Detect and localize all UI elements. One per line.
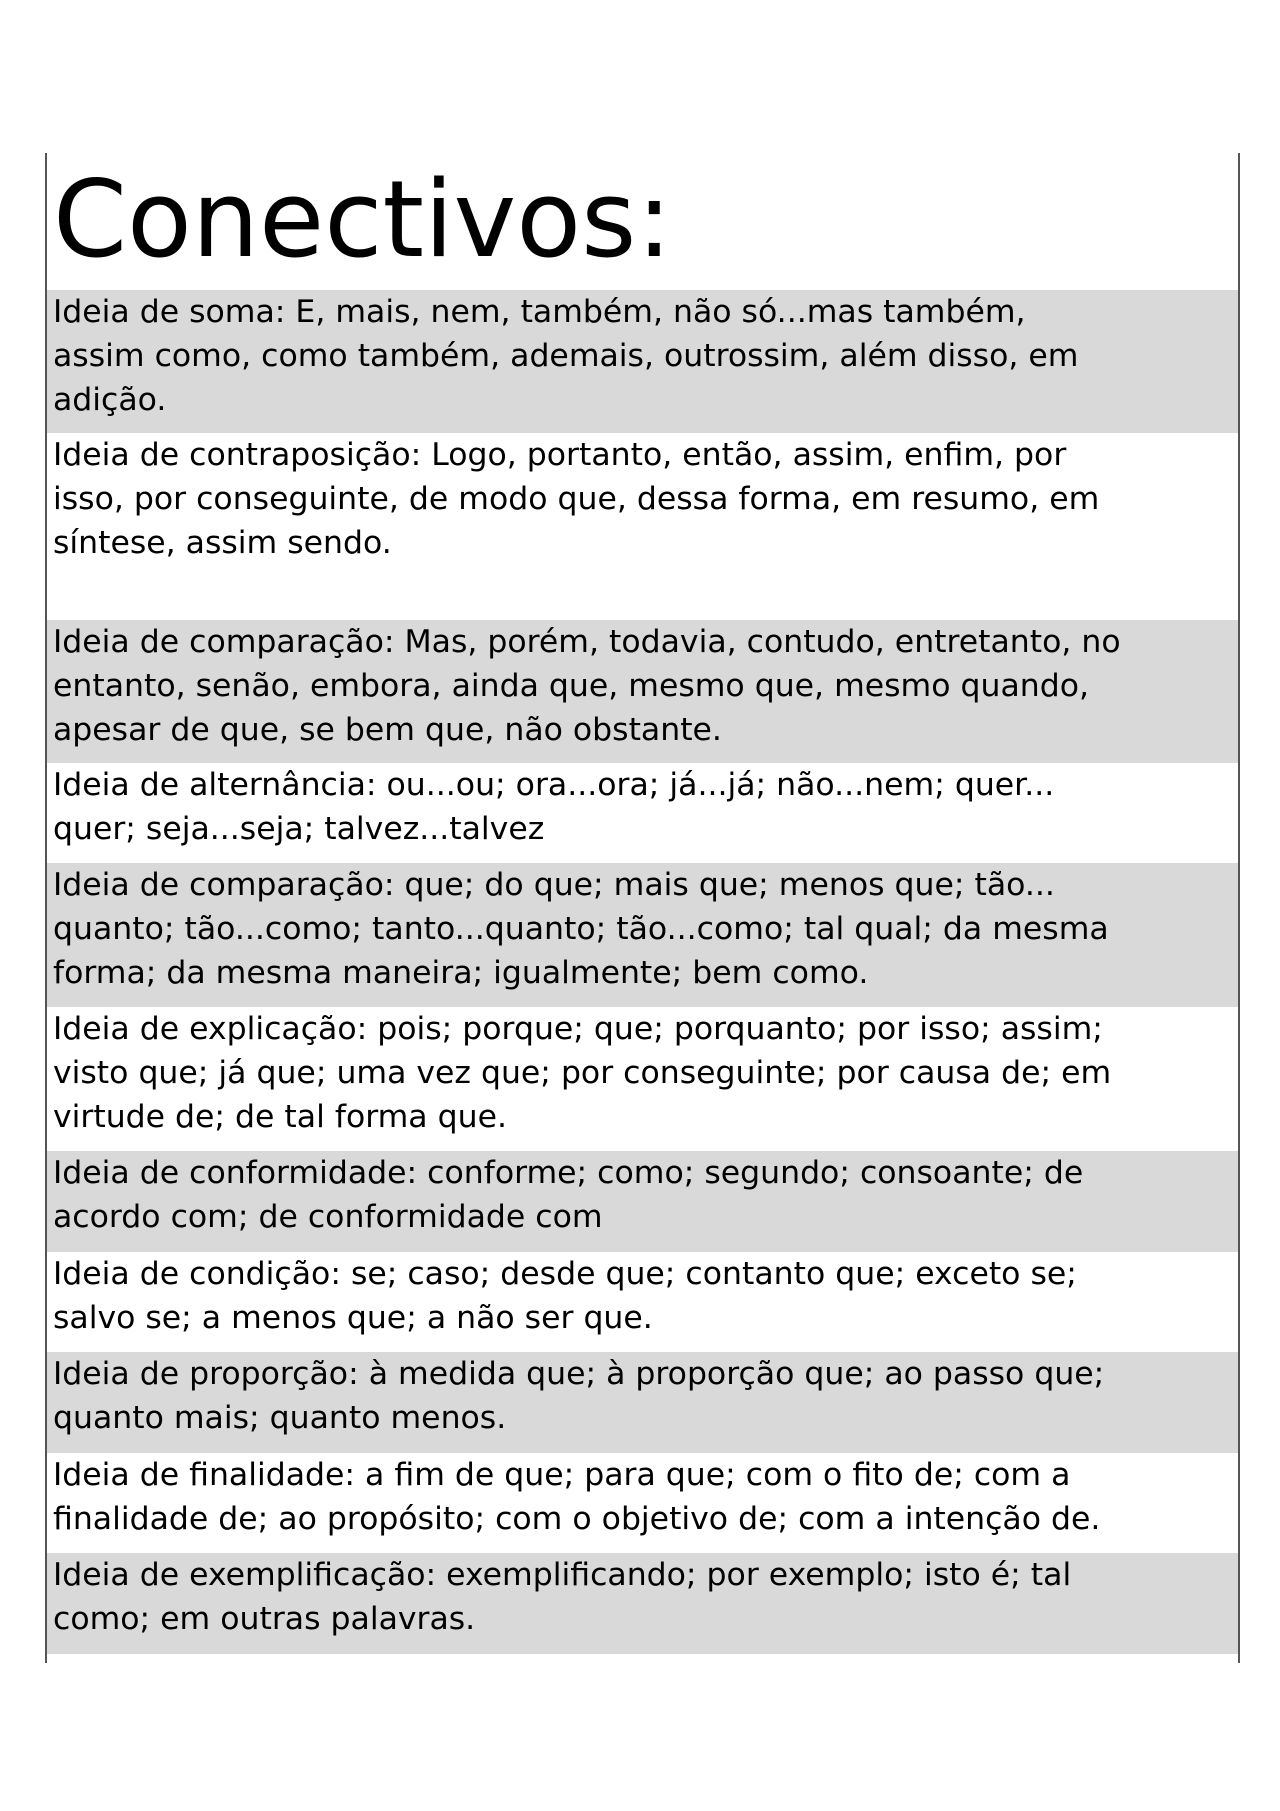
- connective-text: Ideia de finalidade: a fim de que; para que; com o fito de; com a finalidade de; ao propósito; com o objetivo de; com a intenção de.: [53, 1457, 1101, 1537]
- page-title: Conectivos:: [53, 158, 673, 281]
- connective-item-alternancia: [47, 763, 1238, 863]
- connective-item-conformidade: [47, 1151, 1238, 1252]
- connective-item-contraposicao: [47, 433, 1238, 620]
- connective-item-comparacao-2: [47, 863, 1238, 1007]
- connective-text: Ideia de alternância: ou...ou; ora...ora; já...já; não...nem; quer... quer; seja...seja; talvez...talvez: [53, 767, 1055, 847]
- connective-text: Ideia de condição: se; caso; desde que; contanto que; exceto se; salvo se; a menos que; a não ser que.: [53, 1256, 1077, 1336]
- connective-text: Ideia de comparação: que; do que; mais que; menos que; tão... quanto; tão...como; tanto...quanto; tão...como; tal qual; da mesma forma; da mesma maneira; igualmente; bem como.: [53, 867, 1109, 991]
- connective-text: Ideia de contraposição: Logo, portanto, então, assim, enfim, por isso, por conseguinte, de modo que, dessa forma, em resumo, em síntese, assim sendo.: [53, 437, 1100, 561]
- connective-item-finalidade: [47, 1453, 1238, 1553]
- connective-text: Ideia de explicação: pois; porque; que; porquanto; por isso; assim; visto que; já que; uma vez que; por conseguinte; por causa de; em virtude de; de tal forma que.: [53, 1011, 1112, 1135]
- connective-text: Ideia de comparação: Mas, porém, todavia, contudo, entretanto, no entanto, senão, embora, ainda que, mesmo que, mesmo quando, apesar de que, se bem que, não obstante.: [53, 624, 1121, 748]
- connective-item-explicacao: [47, 1007, 1238, 1151]
- connective-item-soma: [47, 290, 1238, 433]
- connective-item-exemplificacao: [47, 1553, 1238, 1654]
- connective-text: Ideia de proporção: à medida que; à proporção que; ao passo que; quanto mais; quanto menos.: [53, 1356, 1105, 1436]
- connective-item-proporcao: [47, 1352, 1238, 1453]
- connective-text: Ideia de exemplificação: exemplificando; por exemplo; isto é; tal como; em outras palavras.: [53, 1557, 1072, 1637]
- connective-item-condicao: [47, 1252, 1238, 1352]
- connective-text: Ideia de soma: E, mais, nem, também, não só...mas também, assim como, como também, ademais, outrossim, além disso, em adição.: [53, 294, 1079, 418]
- connective-item-comparacao-1: [47, 620, 1238, 763]
- connective-text: Ideia de conformidade: conforme; como; segundo; consoante; de acordo com; de conformidade com: [53, 1155, 1084, 1235]
